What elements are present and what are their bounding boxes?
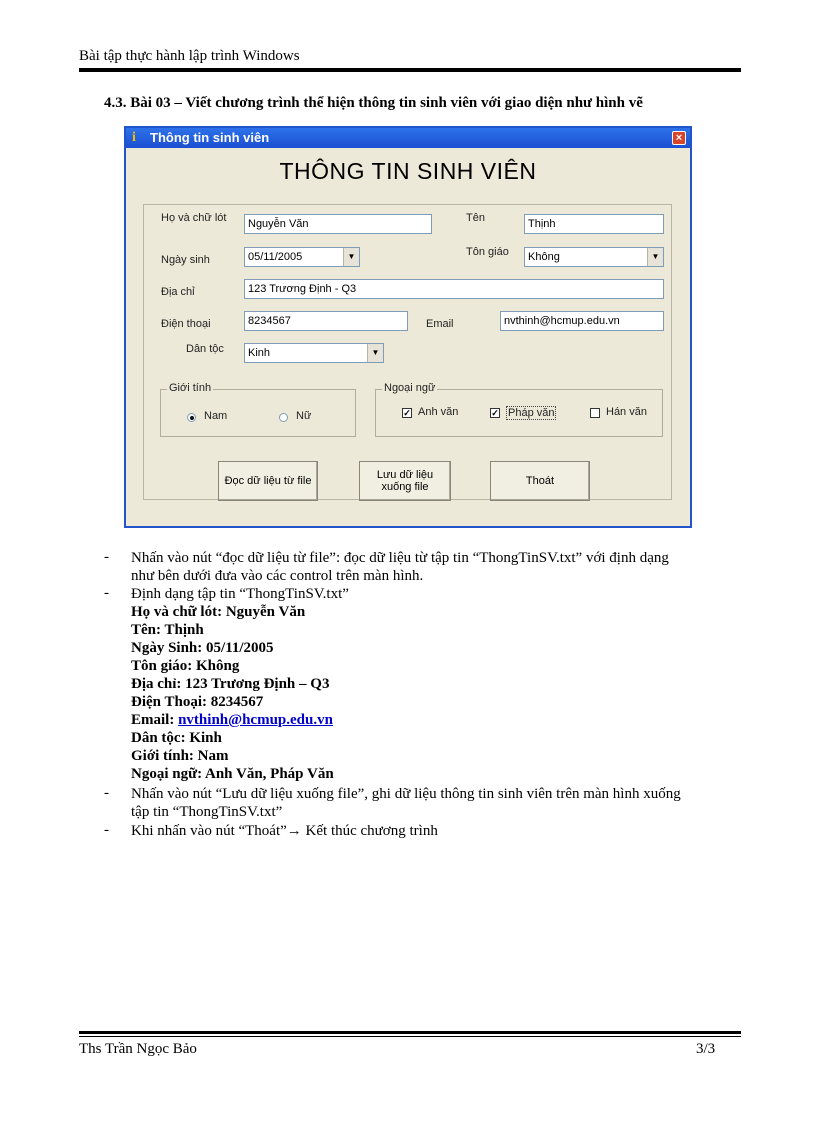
format-line: Giới tính: Nam — [131, 748, 229, 764]
bullet-4: Khi nhấn vào nút “Thoát”→ Kết thúc chương trình — [131, 823, 438, 839]
save-file-button[interactable] — [359, 461, 451, 501]
ho-ten-lot-input[interactable]: Nguyễn Văn — [244, 214, 432, 234]
email-link[interactable]: nvthinh@hcmup.edu.vn — [178, 712, 333, 728]
label-dan-toc: Dân tộc — [186, 343, 224, 355]
window-title: Thông tin sinh viên — [150, 130, 270, 145]
checkbox-phap-van[interactable]: ✓ — [491, 408, 499, 418]
chevron-down-icon[interactable]: ▼ — [343, 248, 359, 266]
ten-input[interactable]: Thịnh — [524, 214, 664, 234]
student-info-window — [124, 126, 692, 528]
gender-option-label: Nữ — [296, 410, 312, 422]
ngay-sinh-picker[interactable] — [244, 247, 360, 267]
label-dia-chi: Địa chỉ — [161, 286, 195, 298]
format-line: Ngày Sinh: 05/11/2005 — [131, 640, 274, 656]
gender-radio-nu[interactable] — [279, 413, 288, 422]
dan-toc-select[interactable] — [244, 343, 384, 363]
bullet-3-line1: Nhấn vào nút “Lưu dữ liệu xuống file”, ghi dữ liệu thông tin sinh viên trên màn hình xuống — [131, 786, 681, 802]
format-line: Ngoại ngữ: Anh Văn, Pháp Văn — [131, 766, 334, 782]
bullet-3-line2: tập tin “ThongTinSV.txt” — [131, 804, 283, 820]
window-titlebar — [126, 128, 690, 148]
checkbox-anh-van[interactable]: ✓ — [403, 408, 411, 418]
ton-giao-select[interactable] — [524, 247, 664, 267]
gender-option-label: Nam — [204, 410, 228, 422]
language-option-label: Pháp văn — [508, 407, 555, 419]
header-title: Bài tập thực hành lập trình Windows — [79, 48, 300, 64]
checkbox-han-van[interactable] — [590, 408, 600, 418]
footer-rule — [79, 1031, 741, 1034]
label-ngay-sinh: Ngày sinh — [161, 254, 210, 266]
language-option-label: Hán văn — [606, 406, 647, 418]
label-email: Email — [426, 318, 454, 330]
save-button-line2: xuống file — [381, 481, 429, 493]
chevron-down-icon[interactable]: ▼ — [367, 344, 383, 362]
format-line: Địa chỉ: 123 Trương Định – Q3 — [131, 676, 330, 692]
dien-thoai-input[interactable]: 8234567 — [244, 311, 408, 331]
email-label: Email: — [131, 712, 179, 728]
form-heading: THÔNG TIN SINH VIÊN — [279, 158, 537, 184]
format-line: Điện Thoại: 8234567 — [131, 694, 264, 710]
label-ho-ten-lot: Họ và chữ lót — [161, 212, 227, 224]
format-line: Dân tộc: Kinh — [131, 730, 222, 746]
bullet-2: Định dạng tập tin “ThongTinSV.txt” — [131, 586, 349, 602]
bullet-1-line2: như bên dưới đưa vào các control trên màn hình. — [131, 568, 424, 584]
bullet-dash: - — [104, 549, 109, 565]
language-option-label: Anh văn — [418, 406, 459, 418]
format-line: Tôn giáo: Không — [131, 658, 240, 674]
footer-rule-thin — [79, 1036, 741, 1037]
language-group — [375, 382, 663, 437]
chevron-down-icon[interactable]: ▼ — [647, 248, 663, 266]
info-icon: i — [132, 130, 136, 145]
footer-author: Ths Trần Ngọc Bảo — [79, 1041, 197, 1057]
save-button-line1: Lưu dữ liệu — [376, 469, 434, 481]
ton-giao-value: Không — [528, 251, 560, 263]
exit-button[interactable]: Thoát — [490, 461, 590, 501]
gender-radio-nam[interactable] — [187, 413, 196, 422]
format-line: Tên: Thịnh — [131, 622, 204, 638]
format-line: Họ và chữ lót: Nguyễn Văn — [131, 604, 306, 620]
bullet-dash: - — [104, 785, 109, 801]
bullet-dash: - — [104, 822, 109, 838]
gender-group — [160, 382, 356, 437]
label-ton-giao: Tôn giáo — [466, 246, 509, 258]
header-rule — [79, 68, 741, 72]
label-ten: Tên — [466, 212, 485, 224]
bullet-1-line1: Nhấn vào nút “đọc dữ liệu từ file”: đọc dữ liệu từ tập tin “ThongTinSV.txt” với định dạng — [131, 550, 669, 566]
ngay-sinh-value: 05/11/2005 — [248, 251, 303, 263]
email-input[interactable]: nvthinh@hcmup.edu.vn — [500, 311, 664, 331]
language-group-title: Ngoại ngữ — [384, 382, 436, 394]
section-heading: 4.3. Bài 03 – Viết chương trình thể hiện thông tin sinh viên với giao diện như hình vẽ — [104, 95, 643, 111]
dia-chi-input[interactable]: 123 Trương Định - Q3 — [244, 279, 664, 299]
label-dien-thoai: Điện thoại — [161, 318, 211, 330]
gender-group-title: Giới tính — [169, 382, 212, 394]
read-file-button[interactable]: Đọc dữ liệu từ file — [218, 461, 318, 501]
footer-page-number: 3/3 — [696, 1041, 716, 1057]
bullet-dash: - — [104, 585, 109, 601]
format-line-email — [131, 711, 333, 729]
close-button[interactable]: × — [672, 131, 686, 145]
dan-toc-value: Kinh — [248, 347, 271, 359]
